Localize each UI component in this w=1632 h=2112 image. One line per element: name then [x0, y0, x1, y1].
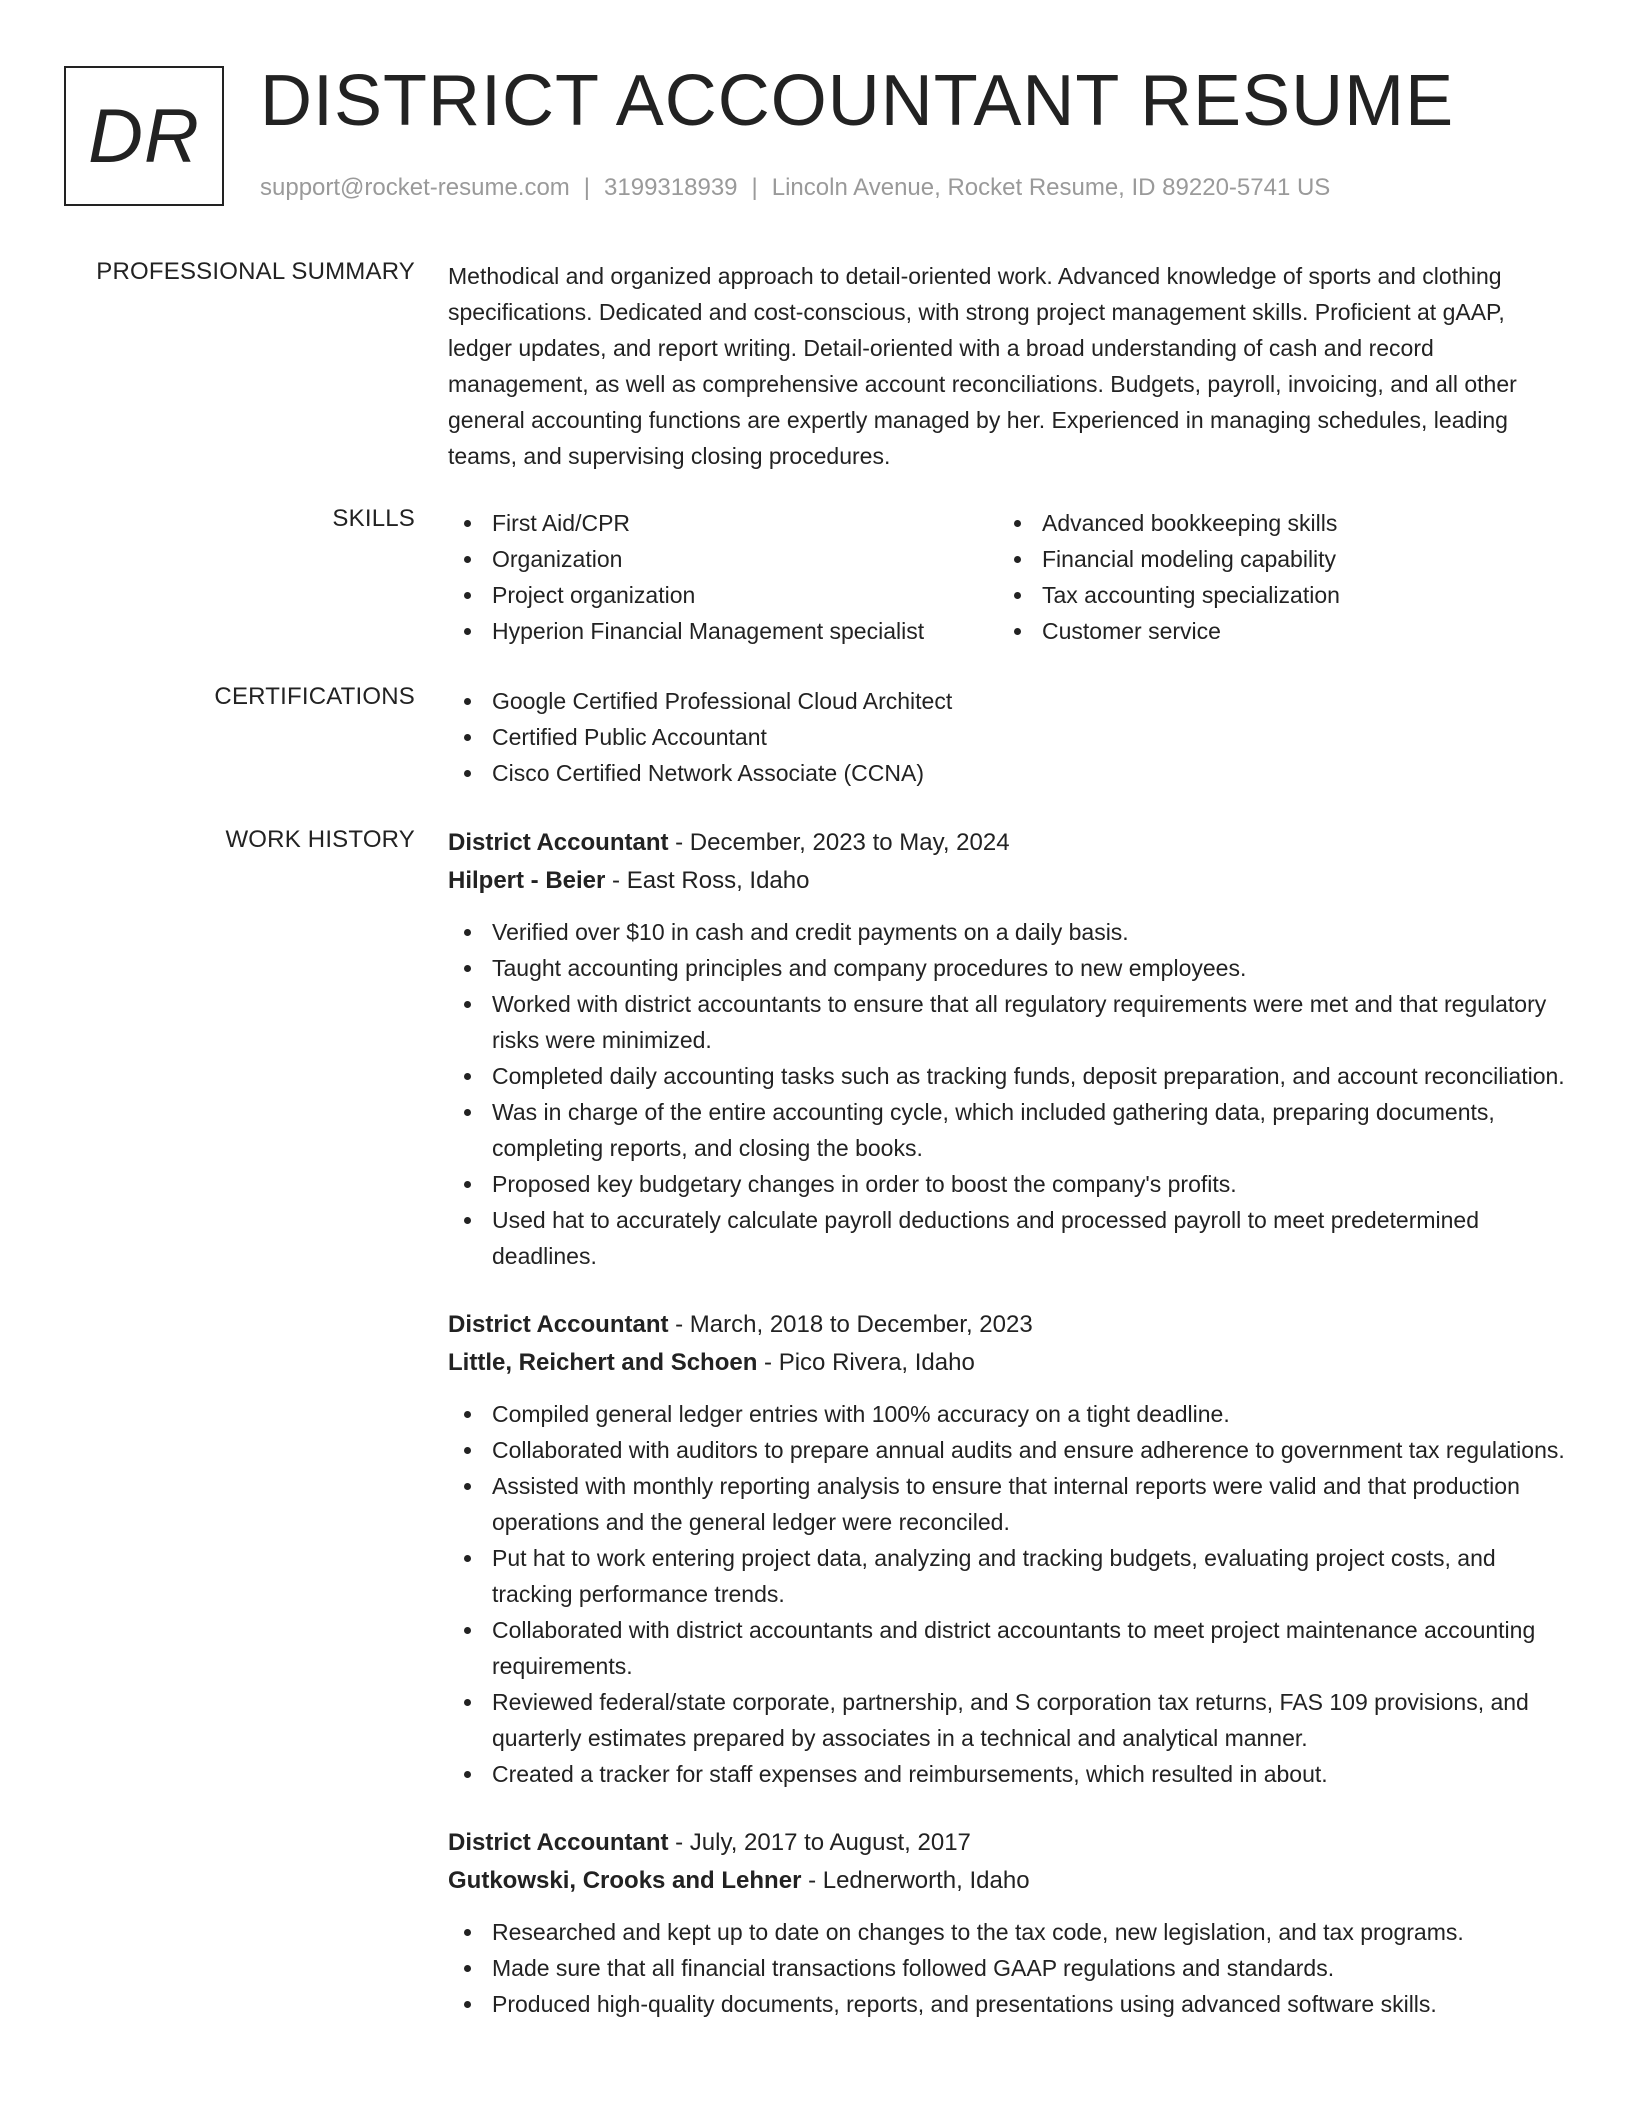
skill-item: Advanced bookkeeping skills	[998, 505, 1548, 541]
skill-item: Hyperion Financial Management specialist	[448, 613, 998, 649]
job-duty: Created a tracker for staff expenses and reimbursements, which resulted in about.	[448, 1756, 1568, 1792]
certifications-list	[448, 683, 1568, 791]
job-company-line	[448, 1862, 1568, 1900]
certification-item: Certified Public Accountant	[448, 719, 1568, 755]
job-duty: Worked with district accountants to ensure that all regulatory requirements were met and that regulatory risks were minimized.	[448, 986, 1568, 1058]
job-company-line	[448, 1344, 1568, 1382]
job-duty: Reviewed federal/state corporate, partnership, and S corporation tax returns, FAS 109 provisions, and quarterly estimates prepared by associates in a technical and analytical manner.	[448, 1684, 1568, 1756]
skill-item: Organization	[448, 541, 998, 577]
summary-text: Methodical and organized approach to detail-oriented work. Advanced knowledge of sports and clothing specifications. Dedicated and cost-conscious, with strong project management skills. Proficient at gAAP, ledger updates, and report writing. Detail-oriented with a broad understanding of cash and record management, as well as comprehensive account reconciliations. Budgets, payroll, invoicing, and all other general accounting functions are expertly managed by her. Experienced in managing schedules, leading teams, and supervising closing procedures.	[448, 263, 1517, 469]
job-title-line	[448, 1306, 1568, 1344]
skill-item: Customer service	[998, 613, 1548, 649]
certifications-heading: CERTIFICATIONS	[214, 683, 415, 710]
job-title: District Accountant	[448, 829, 669, 856]
job-dates: - March, 2018 to December, 2023	[668, 1311, 1033, 1338]
contact-phone: 3199318939	[604, 174, 738, 201]
job-location: - Lednerworth, Idaho	[801, 1867, 1030, 1894]
job-duty: Verified over $10 in cash and credit payments on a daily basis.	[448, 914, 1568, 950]
job-duty: Produced high-quality documents, reports, and presentations using advanced software skills.	[448, 1986, 1568, 2022]
job-dates: - December, 2023 to May, 2024	[668, 829, 1010, 856]
job-duties-list	[448, 914, 1568, 1274]
skill-item: First Aid/CPR	[448, 505, 998, 541]
job-title-line	[448, 1824, 1568, 1862]
job-company: Gutkowski, Crooks and Lehner	[448, 1867, 802, 1894]
skill-item: Financial modeling capability	[998, 541, 1548, 577]
contact-line	[260, 174, 1330, 202]
job-location: - Pico Rivera, Idaho	[757, 1349, 975, 1376]
job-duty: Collaborated with district accountants and district accountants to meet project maintenance accounting requirements.	[448, 1612, 1568, 1684]
job-duties-list	[448, 1914, 1568, 2022]
job-duty: Compiled general ledger entries with 100% accuracy on a tight deadline.	[448, 1396, 1568, 1432]
job-company-line	[448, 862, 1568, 900]
job-duty: Assisted with monthly reporting analysis to ensure that internal reports were valid and that production operations and the general ledger were reconciled.	[448, 1468, 1568, 1540]
job-duty: Made sure that all financial transactions followed GAAP regulations and standards.	[448, 1950, 1568, 1986]
certification-item: Cisco Certified Network Associate (CCNA)	[448, 755, 1568, 791]
work-history-heading: WORK HISTORY	[225, 826, 415, 853]
skills-heading: SKILLS	[332, 505, 415, 532]
summary-heading: PROFESSIONAL SUMMARY	[96, 258, 415, 285]
skills-list-right	[998, 505, 1548, 649]
job-entry	[448, 1824, 1568, 2022]
job-dates: - July, 2017 to August, 2017	[668, 1829, 971, 1856]
skill-item: Project organization	[448, 577, 998, 613]
skills-list-left	[448, 505, 998, 649]
contact-separator: |	[583, 174, 591, 201]
job-title-line	[448, 824, 1568, 862]
job-duty: Taught accounting principles and company procedures to new employees.	[448, 950, 1568, 986]
job-duty: Put hat to work entering project data, analyzing and tracking budgets, evaluating project costs, and tracking performance trends.	[448, 1540, 1568, 1612]
contact-address: Lincoln Avenue, Rocket Resume, ID 89220-5741 US	[771, 174, 1331, 201]
job-title: District Accountant	[448, 1311, 669, 1338]
job-location: - East Ross, Idaho	[605, 867, 810, 894]
job-entry	[448, 1306, 1568, 1792]
monogram-initials: DR	[88, 93, 200, 179]
contact-separator: |	[751, 174, 758, 201]
job-duty: Proposed key budgetary changes in order to boost the company's profits.	[448, 1166, 1568, 1202]
resume-header	[64, 61, 1584, 216]
job-duty: Collaborated with auditors to prepare annual audits and ensure adherence to government tax regulations.	[448, 1432, 1568, 1468]
resume-title: DISTRICT ACCOUNTANT RESUME	[260, 61, 1455, 141]
skill-item: Tax accounting specialization	[998, 577, 1548, 613]
certification-item: Google Certified Professional Cloud Architect	[448, 683, 1568, 719]
job-entry	[448, 824, 1568, 1274]
contact-email: support@rocket-resume.com	[260, 174, 570, 201]
job-title: District Accountant	[448, 1829, 669, 1856]
job-duties-list	[448, 1396, 1568, 1792]
job-duty: Was in charge of the entire accounting cycle, which included gathering data, preparing documents, completing reports, and closing the books.	[448, 1094, 1568, 1166]
job-duty: Completed daily accounting tasks such as tracking funds, deposit preparation, and account reconciliation.	[448, 1058, 1568, 1094]
job-company: Hilpert - Beier	[448, 867, 606, 894]
monogram-box	[64, 66, 224, 206]
job-company: Little, Reichert and Schoen	[448, 1349, 758, 1376]
job-duty: Used hat to accurately calculate payroll deductions and processed payroll to meet predetermined deadlines.	[448, 1202, 1568, 1274]
job-duty: Researched and kept up to date on changes to the tax code, new legislation, and tax programs.	[448, 1914, 1568, 1950]
